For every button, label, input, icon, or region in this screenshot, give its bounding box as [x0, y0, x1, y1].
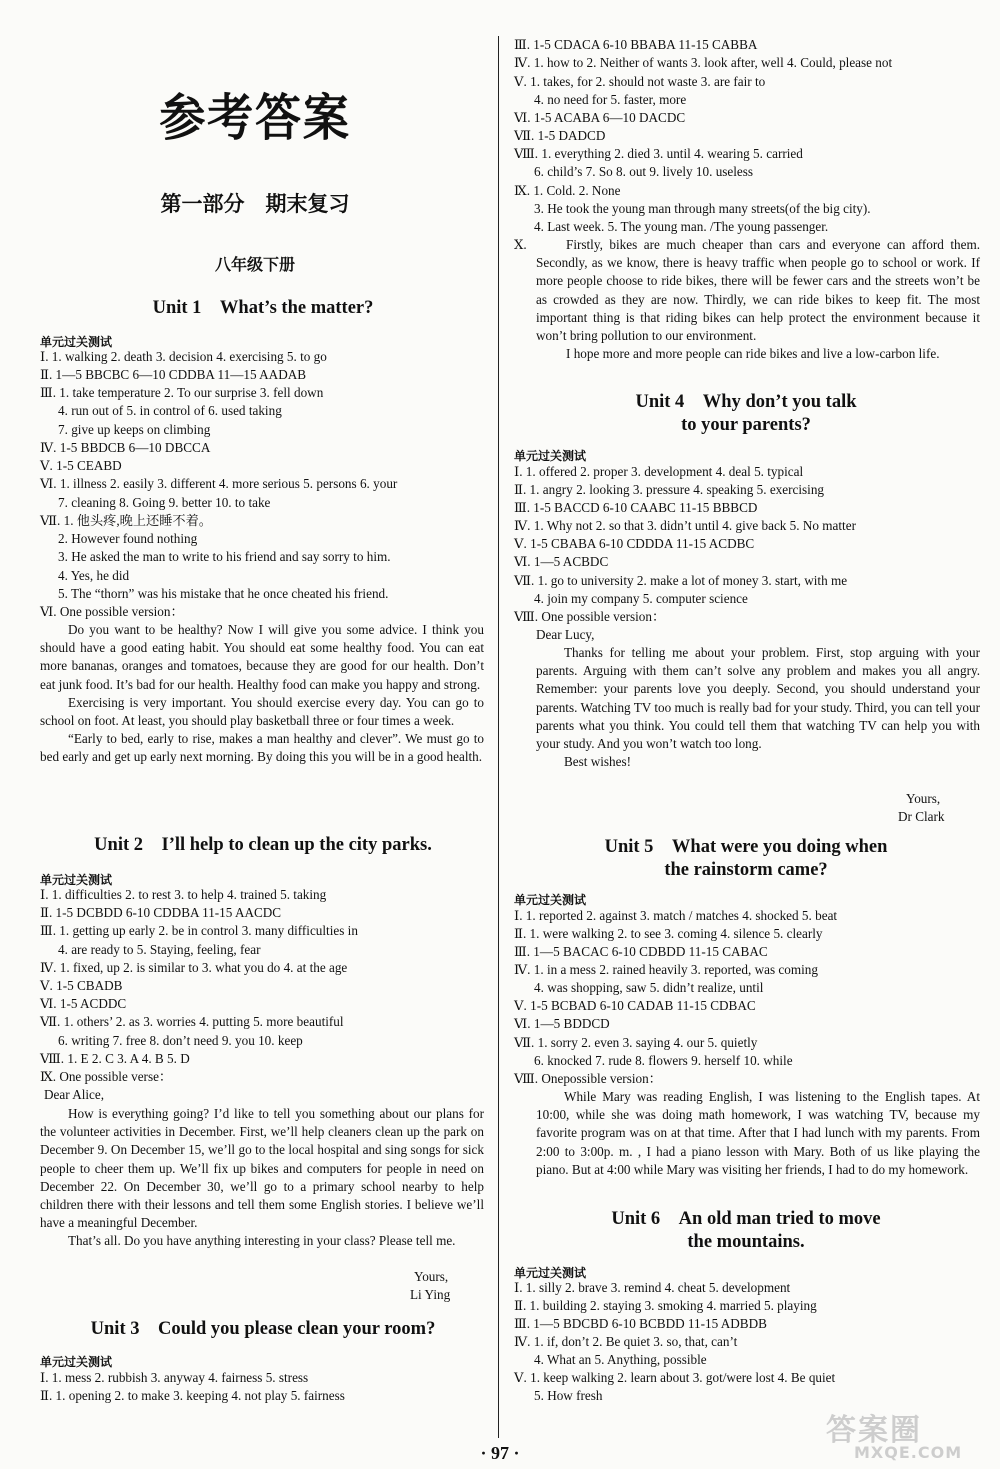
unit5-title-line2: the rainstorm came?: [664, 860, 828, 880]
letter-closing: Yours,: [414, 1269, 449, 1284]
answer-line: 6. writing 7. free 8. don’t need 9. you 10. keep: [58, 1033, 303, 1048]
answer-line: Ⅶ. 1. sorry 2. even 3. saying 4. our 5. quietly: [514, 1035, 758, 1050]
answer-line: Dear Lucy,: [536, 627, 595, 642]
answer-line: 4. Last week. 5. The young man. /The young passenger.: [534, 219, 829, 234]
unit5-title-line1: Unit 5 What were you doing when: [604, 837, 888, 857]
unit4-title-line1: Unit 4 Why don’t you talk: [635, 392, 857, 412]
answer-line: Ⅵ. 1—5 ACBDC: [514, 554, 609, 569]
answer-line: Ⅴ. 1. takes, for 2. should not waste 3. are fair to: [514, 74, 766, 89]
answer-line: Ⅴ. 1-5 CBADB: [40, 978, 123, 993]
answer-line: Ⅴ. 1-5 CBABA 6-10 CDDDA 11-15 ACDBC: [514, 536, 755, 551]
answer-line: Ⅳ. 1. how to 2. Neither of wants 3. look after, well 4. Could, please not: [514, 55, 893, 70]
unit4-title: [512, 391, 980, 437]
answer-line: Ⅵ. One possible version：: [40, 604, 184, 619]
answer-line: 6. child’s 7. So 8. out 9. lively 10. useless: [534, 164, 754, 179]
letter-signature: Dr Clark: [898, 809, 945, 824]
letter-unit2: [40, 1105, 484, 1251]
answer-line: Ⅴ. 1. keep walking 2. learn about 3. got/were lost 4. Be quiet: [514, 1370, 836, 1385]
answer-line: 4. join my company 5. computer science: [534, 591, 748, 606]
watermark-text: 答案圈: [826, 1413, 922, 1448]
essay-unit5: [536, 1088, 980, 1179]
answer-line: Ⅳ. 1. if, don’t 2. Be quiet 3. so, that, can’t: [514, 1334, 738, 1349]
essay-paragraph: Firstly, bikes are much cheaper than cars and everyone can afford them. Secondly, as we know, there is heavy traffic when people go to school or work. If more people choose to ride bikes, there will be fewer cars and the streets won’t be as crowded as they are now. Thirdly, we can ride bikes to keep fit. The most important thing is that riding bikes can help protect the environment because it won’t bring pollution to our environment.: [536, 237, 980, 344]
answer-line: Ⅲ. 1—5 BDCBD 6-10 BCBDD 11-15 ADBDB: [514, 1316, 767, 1331]
answer-line: Ⅱ. 1. building 2. staying 3. smoking 4. married 5. playing: [514, 1298, 817, 1313]
answer-line: Ⅱ. 1. angry 2. looking 3. pressure 4. speaking 5. exercising: [514, 482, 825, 497]
answer-line: Ⅰ. 1. mess 2. rubbish 3. anyway 4. fairness 5. stress: [40, 1370, 309, 1385]
answer-line: Ⅷ. Onepossible version：: [514, 1071, 662, 1086]
answer-line: Ⅰ. 1. reported 2. against 3. match / matches 4. shocked 5. beat: [514, 908, 838, 923]
letter-signature: Li Ying: [410, 1287, 451, 1302]
answer-line: 4. Yes, he did: [58, 568, 130, 583]
answer-line: Dear Alice,: [44, 1087, 105, 1102]
answer-line: 5. The “thorn” was his mistake that he once cheated his friend.: [58, 586, 389, 601]
answer-line: Ⅵ. 1-5 ACDDC: [40, 996, 127, 1011]
answer-line: Ⅷ. 1. E 2. C 3. A 4. B 5. D: [40, 1051, 190, 1066]
watermark-logo: [818, 1405, 986, 1463]
answer-line: 2. However found nothing: [58, 531, 198, 546]
answer-line: Ⅲ. 1—5 BACAC 6-10 CDBDD 11-15 CABAC: [514, 944, 768, 959]
unit1-title: Unit 1 What’s the matter?: [152, 298, 374, 318]
answer-line: Ⅱ. 1—5 BBCBC 6—10 CDDBA 11—15 AADAB: [40, 367, 307, 382]
answer-line: Ⅳ. 1. fixed, up 2. is similar to 3. what you do 4. at the age: [40, 960, 348, 975]
answer-line: Ⅳ. 1. Why not 2. so that 3. didn’t until 4. give back 5. No matter: [514, 518, 856, 533]
answer-line: 7. cleaning 8. Going 9. better 10. to take: [58, 495, 271, 510]
section-label: 单元过关测试: [514, 1266, 587, 1280]
letter-paragraph: That’s all. Do you have anything interesting in your class? Please tell me.: [68, 1233, 456, 1249]
answer-line: 4. no need for 5. faster, more: [534, 92, 687, 107]
answer-line: 4. run out of 5. in control of 6. used taking: [58, 403, 282, 418]
essay-paragraph: While Mary was reading English, I was listening to the English tapes. At 10:00, while she was doing math homework, I was watching TV, because my favorite program was on at that time. After that I had lunch with my parents. From 2:00 to 3:00p. m. , I had a piano lesson with Mary. Both of us like playing the piano. But at 4:00 while Mary was visiting her friends, I had to do my homework.: [536, 1089, 980, 1177]
answer-line: Ⅰ. 1. offered 2. proper 3. development 4. deal 5. typical: [514, 464, 804, 479]
answer-line: Ⅴ. 1-5 BCBAD 6-10 CADAB 11-15 CDBAC: [514, 998, 756, 1013]
answer-line: 4. was shopping, saw 5. didn’t realize, until: [534, 980, 764, 995]
answer-line: Ⅶ. 1. go to university 2. make a lot of money 3. start, with me: [514, 573, 848, 588]
answer-line: Ⅶ. 1. 他头疼,晚上还睡不着。: [40, 513, 212, 528]
essay-unit1: [40, 621, 484, 767]
answer-line: Ⅴ. 1-5 CEABD: [40, 458, 122, 473]
answer-line: Ⅳ. 1. in a mess 2. rained heavily 3. reported, was coming: [514, 962, 818, 977]
answer-line: 3. He took the young man through many streets(of the big city).: [534, 201, 871, 216]
letter-paragraph: Best wishes!: [564, 754, 632, 770]
section-label: 单元过关测试: [40, 1355, 113, 1369]
essay-paragraph: Do you want to be healthy? Now I will give you some advice. I think you should have a good eating habit. You should eat some healthy food. You can eat more bananas, oranges and tomatoes, because they are good for our health. Don’t eat junk food. It’s bad for our health. Healthy food can make you happy and strong.: [40, 622, 484, 692]
answer-line: 4. What an 5. Anything, possible: [534, 1352, 707, 1367]
unit6-title-line1: Unit 6 An old man tried to move: [611, 1209, 881, 1229]
unit6-title-line2: the mountains.: [687, 1232, 805, 1252]
unit4-title-line2: to your parents?: [681, 415, 811, 435]
answer-line: Ⅲ. 1-5 BACCD 6-10 CAABC 11-15 BBBCD: [514, 500, 758, 515]
section-label: 单元过关测试: [514, 449, 587, 463]
answer-line: Ⅷ. One possible version：: [514, 609, 666, 624]
answer-line: Ⅸ. One possible verse：: [40, 1069, 173, 1084]
answer-line: Ⅲ. 1. getting up early 2. be in control 3. many difficulties in: [40, 923, 358, 938]
letter-paragraph: How is everything going? I’d like to tell you something about our plans for the volunteer activities in December. First, we’ll help cleaners clean up the park on December 9. On December 15, we’ll go to the local hospital and sing songs for sick people to cheer them up. We’ll fix up bikes and computers for people in need on December 22. On December 30, we’ll go to a primary school nearby to help children there with their lessons and tell them some English stories. I believe we’ll have a meaningful December.: [40, 1106, 484, 1231]
essay-paragraph: “Early to bed, early to rise, makes a man healthy and clever”. We must go to bed early and get up early next morning. By doing this you will be in a good health.: [40, 731, 484, 765]
answer-line: Ⅰ. 1. silly 2. brave 3. remind 4. cheat 5. development: [514, 1280, 791, 1295]
column-divider: [498, 36, 499, 1438]
answer-line: 3. He asked the man to write to his friend and say sorry to him.: [58, 549, 391, 564]
answer-line: Ⅰ. 1. walking 2. death 3. decision 4. exercising 5. to go: [40, 349, 327, 364]
grade-title: 八年级下册: [214, 255, 295, 274]
answer-line: 5. How fresh: [534, 1388, 603, 1403]
answer-line: Ⅳ. 1-5 BBDCB 6—10 DBCCA: [40, 440, 211, 455]
answer-line: Ⅲ. 1. take temperature 2. To our surprise 3. fell down: [40, 385, 324, 400]
answer-line: 4. are ready to 5. Staying, feeling, fear: [58, 942, 261, 957]
section-label: 单元过关测试: [514, 893, 587, 907]
watermark-url: MXQE.COM: [854, 1443, 963, 1462]
answer-line: Ⅹ.: [514, 237, 527, 252]
letter-unit4: [536, 644, 980, 771]
answer-line: 7. give up keeps on climbing: [58, 422, 211, 437]
answer-line: Ⅶ. 1-5 DADCD: [514, 128, 606, 143]
answer-line: Ⅰ. 1. difficulties 2. to rest 3. to help 4. trained 5. taking: [40, 887, 327, 902]
answer-line: Ⅵ. 1-5 ACABA 6—10 DACDC: [514, 110, 686, 125]
answer-line: Ⅷ. 1. everything 2. died 3. until 4. wearing 5. carried: [514, 146, 803, 161]
answer-line: Ⅱ. 1. were walking 2. to see 3. coming 4. silence 5. clearly: [514, 926, 823, 941]
answer-line: Ⅵ. 1—5 BDDCD: [514, 1016, 610, 1031]
page-title: 参考答案: [159, 89, 351, 147]
page-number: · 97 ·: [480, 1443, 520, 1463]
answer-line: Ⅱ. 1-5 DCBDD 6-10 CDDBA 11-15 AACDC: [40, 905, 282, 920]
essay-unit3: [536, 236, 980, 363]
answer-line: Ⅵ. 1. illness 2. easily 3. different 4. more serious 5. persons 6. your: [40, 476, 398, 491]
unit5-title: [512, 836, 980, 882]
answer-line: Ⅲ. 1-5 CDACA 6-10 BBABA 11-15 CABBA: [514, 37, 758, 52]
essay-paragraph: I hope more and more people can ride bikes and live a low-carbon life.: [566, 346, 940, 362]
answer-line: Ⅸ. 1. Cold. 2. None: [514, 183, 621, 198]
unit3-title: Unit 3 Could you please clean your room?: [90, 1319, 436, 1339]
letter-paragraph: Thanks for telling me about your problem. First, stop arguing with your parents. Arguing with them can’t solve any problem and makes you all angry. Remember: your parents love you deeply. Second, you should understand your parents. Watching TV too much is really bad for your study. Third, you can tell your parents what you think. You could tell them that watching TV can help you with your study. And you won’t watch too long.: [536, 645, 980, 752]
unit2-title: Unit 2 I’ll help to clean up the city parks.: [94, 835, 432, 855]
answer-line: Ⅱ. 1. opening 2. to make 3. keeping 4. not play 5. fairness: [40, 1388, 345, 1403]
answer-line: Ⅶ. 1. others’ 2. as 3. worries 4. putting 5. more beautiful: [40, 1014, 344, 1029]
answer-line: 6. knocked 7. rude 8. flowers 9. herself 10. while: [534, 1053, 793, 1068]
section-label: 单元过关测试: [40, 873, 113, 887]
letter-closing: Yours,: [906, 791, 941, 806]
part-title: 第一部分 期末复习: [160, 191, 350, 216]
section-label: 单元过关测试: [40, 335, 113, 349]
essay-paragraph: Exercising is very important. You should exercise every day. You can go to school on foot. At least, you should play basketball three or four times a week.: [40, 694, 484, 729]
unit6-title: [512, 1208, 980, 1254]
